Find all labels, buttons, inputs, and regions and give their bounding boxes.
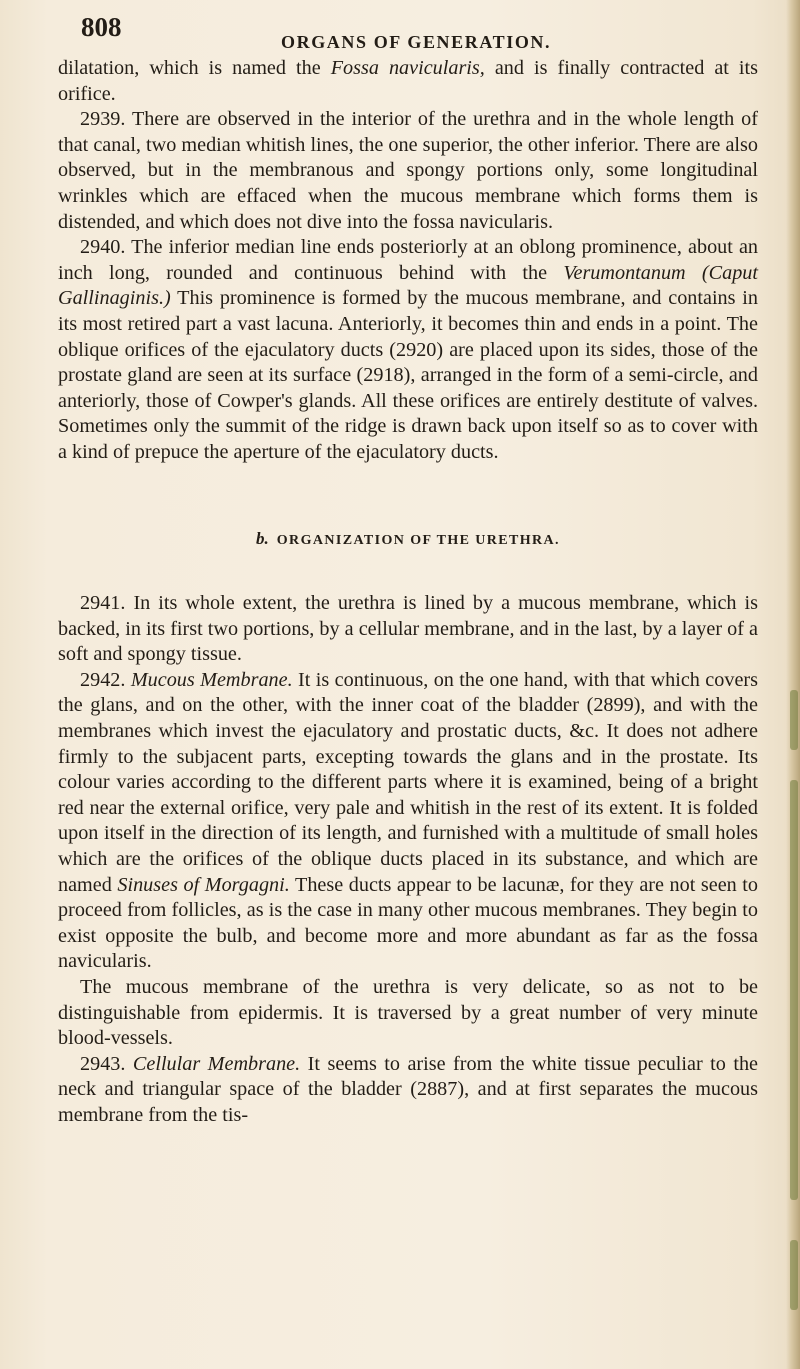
paragraphs-before-heading: [58, 56, 758, 466]
paragraph-p2943: [58, 1052, 758, 1129]
section-title: ORGANIZATION OF THE URETHRA.: [276, 532, 560, 548]
paragraph-p2941: [58, 591, 758, 668]
paragraph-continuation: [58, 56, 758, 107]
body-text: [58, 56, 758, 1129]
paragraph-p2940: [58, 235, 758, 465]
italic-term: Cellular Membrane.: [132, 1052, 301, 1075]
text-run: dilatation, which is named the: [58, 57, 331, 79]
text-run: 2943.: [80, 1052, 133, 1075]
italic-term: Mucous Membrane.: [130, 668, 293, 691]
text-run: It is continuous, on the one hand, with that which covers the glans, and on the other, with the inner coat of the bladder (2899), and with the membranes which invest the ejaculatory and prostatic ducts, &c. It does not adhere firmly to the subjacent parts, excepting towards the glans and in the prostate. Its colour varies according to the different parts where it is examined, being of a bright red near the external orifice, very pale and whitish in the rest of its extent. It is folded upon itself in the direction of its length, and furnished with a multitude of small holes which are the orifices of the oblique ducts placed in its substance, and which are named: [58, 668, 758, 896]
page-number: 808: [81, 12, 122, 42]
text-run: The mucous membrane of the urethra is very delicate, so as not to be distinguishable from epidermis. It is traversed by a great number of very minute blood-vessels.: [58, 976, 758, 1050]
italic-term: Sinuses of Morgagni.: [117, 873, 290, 896]
section-heading: [58, 526, 758, 554]
text-run: 2939. There are observed in the interior of the urethra and in the whole length of that canal, two median whitish lines, the one superior, the other inferior. There are also observed, but in the membranous and spongy portions only, some longitudinal wrinkles which are effaced when the mucous membrane which forms them is distended, and which does not dive into the fossa navicularis.: [58, 108, 758, 233]
text-run: This prominence is formed by the mucous membrane, and contains in its most retired part a vast lacuna. Anteriorly, it becomes thin and ends in a point. The oblique orifices of the ejaculatory ducts (2920) are placed upon its sides, those of the prostate gland are seen at its surface (2918), arranged in the form of a semi-circle, and anteriorly, those of Cowper's glands. All these orifices are entirely destitute of valves. Sometimes only the summit of the ridge is drawn back upon itself so as to cover with a kind of prepuce the aperture of the ejaculatory ducts.: [58, 287, 758, 463]
italic-term: Fossa navicularis,: [330, 57, 485, 79]
text-run: These ducts appear to be lacunæ, for they are not seen to proceed from follicles, as is the case in many other mucous membranes. They begin to exist opposite the bulb, and become more and more abundant as far as the fossa navicularis.: [58, 873, 759, 973]
running-head: ORGANS OF GENERATION.: [281, 32, 552, 52]
page-edge-stain: [790, 780, 798, 1200]
text-run: and is finally contracted at its orifice.: [58, 57, 758, 105]
italic-term: Verumontanum (Caput Gallinaginis.): [58, 261, 758, 310]
paragraph-p2942: [58, 668, 758, 975]
text-run: 2940. The inferior median line ends posteriorly at an oblong prominence, about an inch long, rounded and continuous behind with the: [58, 236, 758, 284]
text-run: 2942.: [80, 668, 131, 691]
text-run: It seems to arise from the white tissue peculiar to the neck and triangular space of the bladder (2887), and at first separates the mucous membrane from the tis-: [58, 1052, 759, 1126]
page-header: [81, 12, 641, 52]
page-edge-stain: [790, 690, 798, 750]
text-run: 2941. In its whole extent, the urethra is lined by a mucous membrane, which is backed, in its first two portions, by a cellular membrane, and in the last, by a layer of a soft and spongy tissue.: [58, 592, 758, 666]
paragraph-p2942b: [58, 975, 758, 1052]
page-edge-stain: [790, 1240, 798, 1310]
paragraphs-after-heading: [58, 591, 758, 1128]
section-letter: b.: [256, 528, 269, 548]
paragraph-p2939: [58, 107, 758, 235]
